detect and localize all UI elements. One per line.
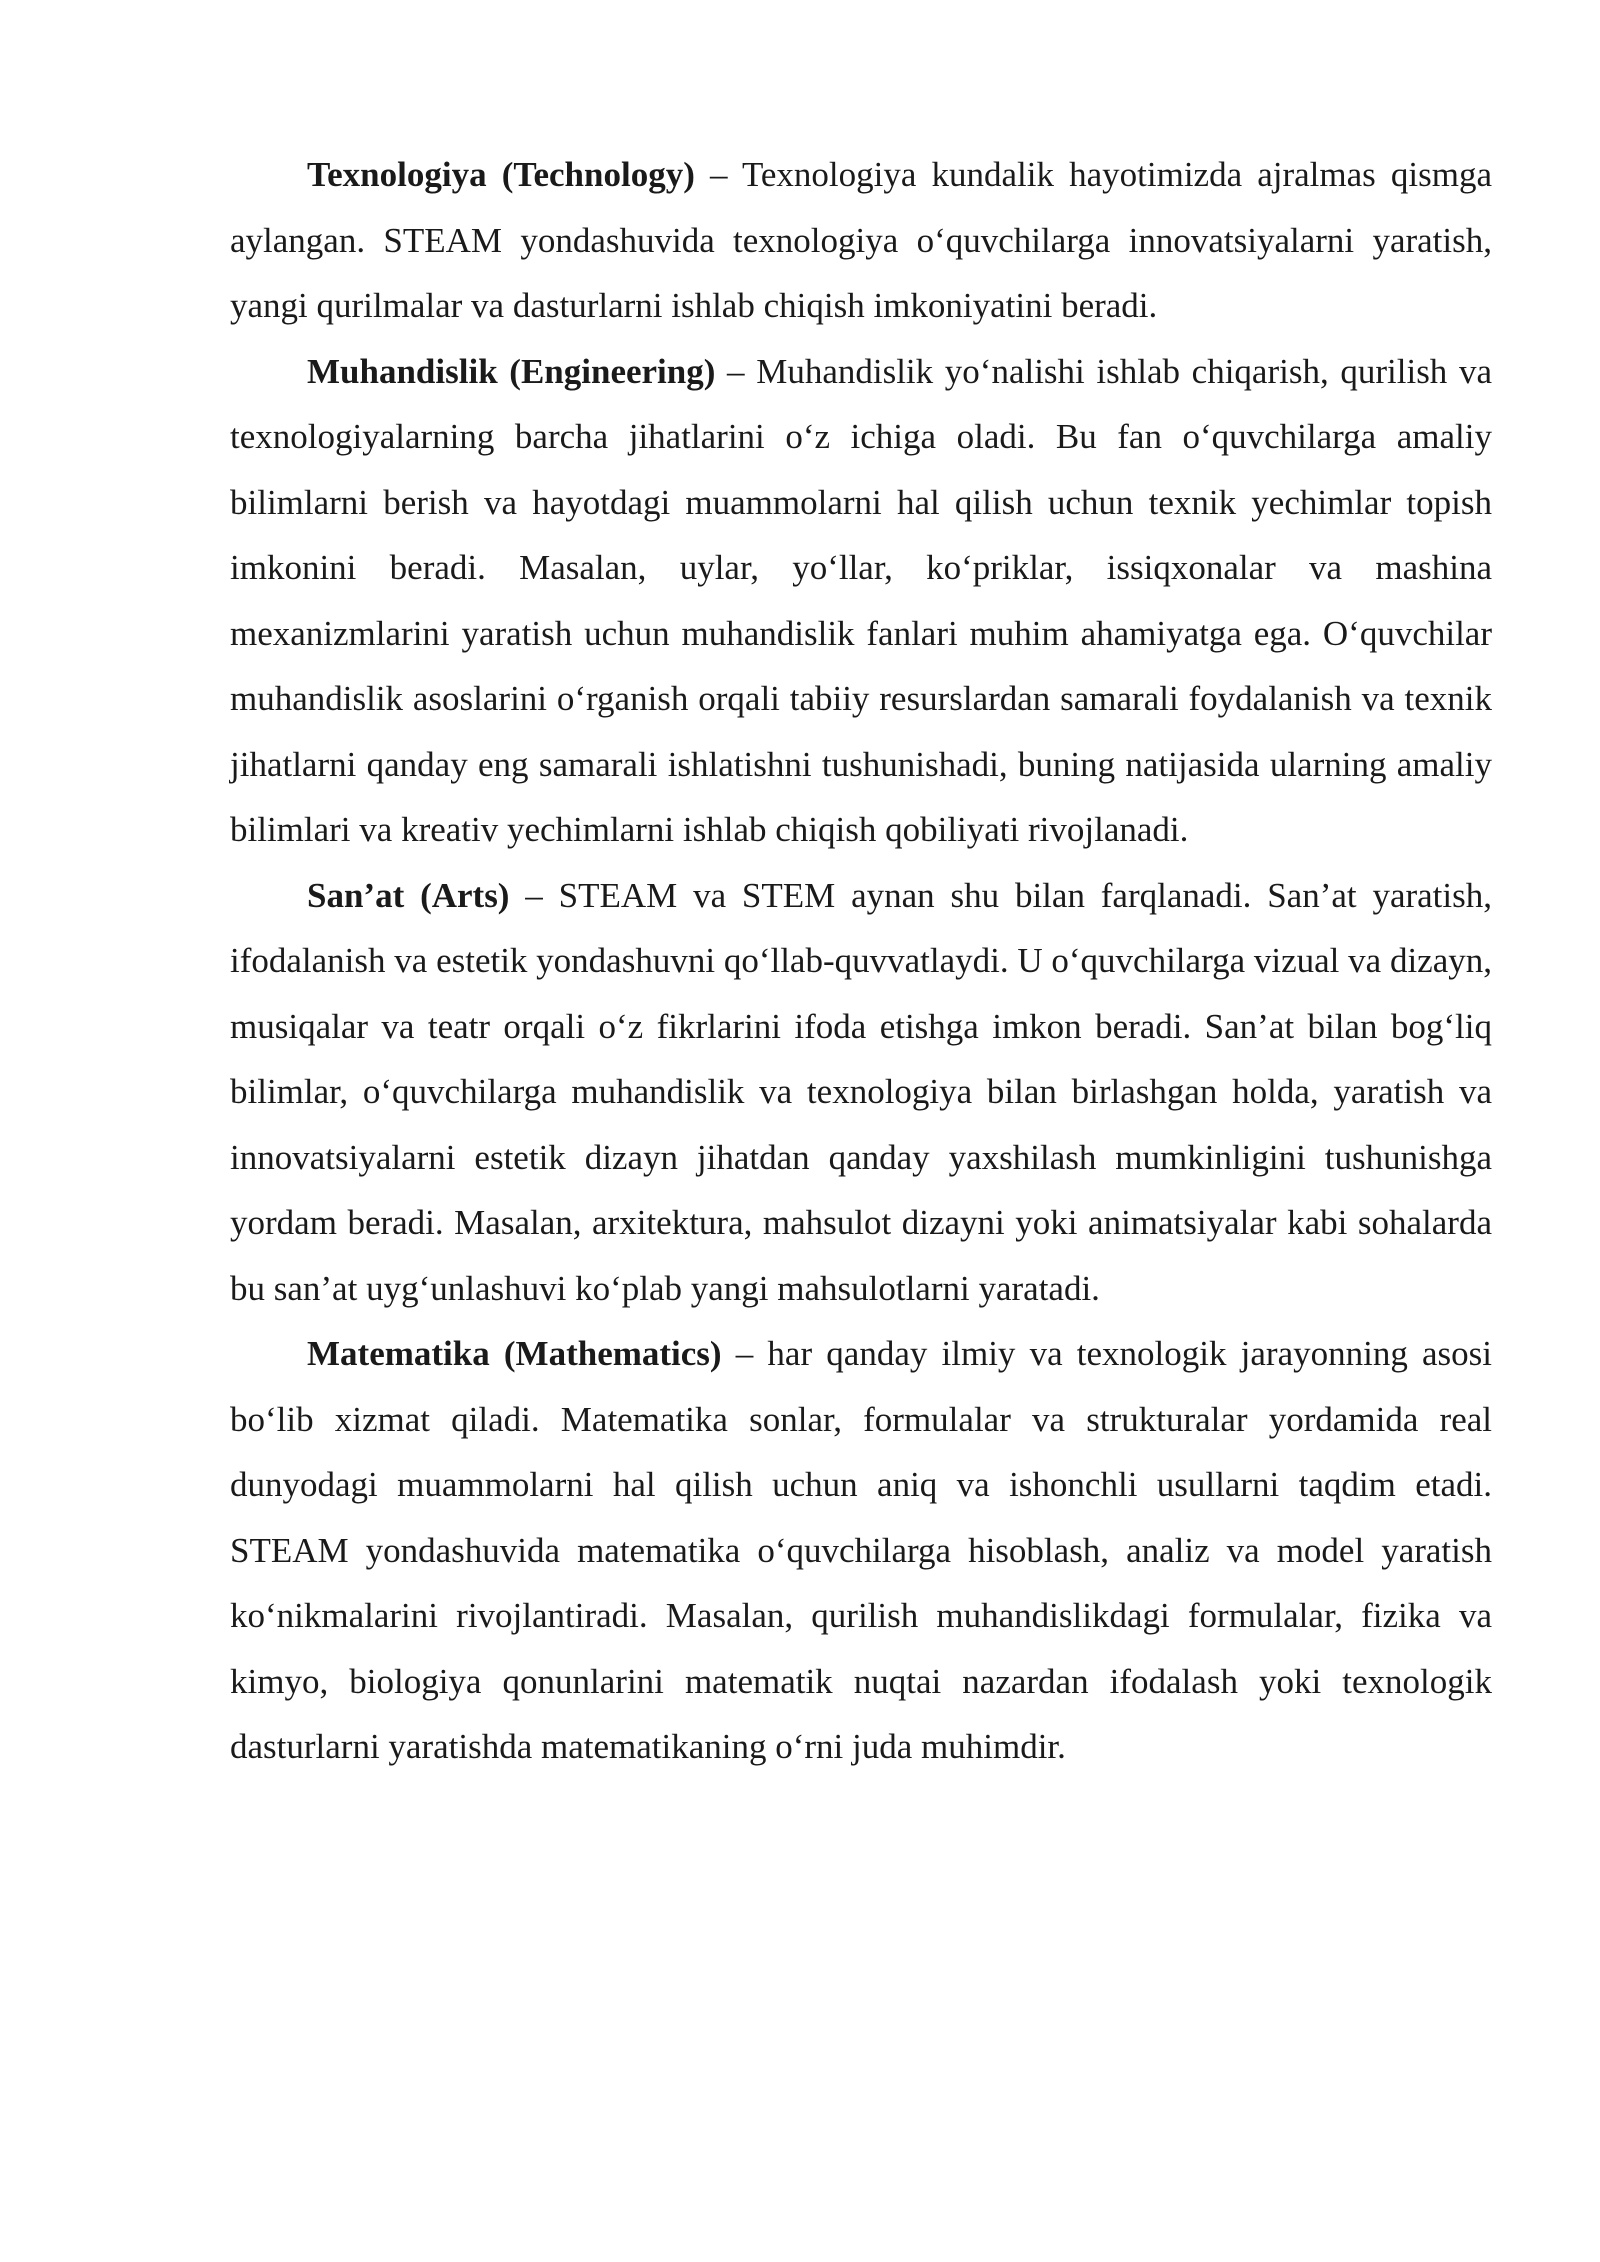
paragraph-mathematics <box>230 1321 1492 1780</box>
term-arts: San’at (Arts) <box>307 875 510 915</box>
paragraph-technology-text: – Texnologiya kundalik hayotimizda ajralmas qismga aylangan. STEAM yondashuvida texnologiya o‘quvchilarga innovatsiyalarni yaratish, yangi qurilmalar va dasturlarni ishlab chiqish imkoniyatini beradi. <box>230 155 1492 325</box>
paragraph-mathematics-text: – har qanday ilmiy va texnologik jarayonning asosi bo‘lib xizmat qiladi. Matematika sonlar, formulalar va strukturalar yordamida real dunyodagi muammolarni hal qilish uchun aniq va ishonchli usullarni taqdim etadi. STEAM yondashuvida matematika o‘quvchilarga hisoblash, analiz va model yaratish ko‘nikmalarini rivojlantiradi. Masalan, qurilish muhandislikdagi formulalar, fizika va kimyo, biologiya qonunlarini matematik nuqtai nazardan ifodalash yoki texnologik dasturlarni yaratishda matematikaning o‘rni juda muhimdir. <box>230 1334 1492 1766</box>
paragraph-arts-text: – STEAM va STEM aynan shu bilan farqlanadi. San’at yaratish, ifodalanish va estetik yondashuvni qo‘llab-quvvatlaydi. U o‘quvchilarga vizual va dizayn, musiqalar va teatr orqali o‘z fikrlarini ifoda etishga imkon beradi. San’at bilan bog‘liq bilimlar, o‘quvchilarga muhandislik va texnologiya bilan birlashgan holda, yaratish va innovatsiyalarni estetik dizayn jihatdan qanday yaxshilash mumkinligini tushunishga yordam beradi. Masalan, arxitektura, mahsulot dizayni yoki animatsiyalar kabi sohalarda bu san’at uyg‘unlashuvi ko‘plab yangi mahsulotlarni yaratadi. <box>230 875 1492 1308</box>
paragraph-engineering-text: – Muhandislik yo‘nalishi ishlab chiqarish, qurilish va texnologiyalarning barcha jihatlarini o‘z ichiga oladi. Bu fan o‘quvchilarga amaliy bilimlarni berish va hayotdagi muammolarni hal qilish uchun texnik yechimlar topish imkonini beradi. Masalan, uylar, yo‘llar, ko‘priklar, issiqxonalar va mashina mexanizmlarini yaratish uchun muhandislik fanlari muhim ahamiyatga ega. O‘quvchilar muhandislik asoslarini o‘rganish orqali tabiiy resurslardan samarali foydalanish va texnik jihatlarni qanday eng samarali ishlatishni tushunishadi, buning natijasida ularning amaliy bilimlari va kreativ yechimlarni ishlab chiqish qobiliyati rivojlanadi. <box>230 351 1492 849</box>
paragraph-engineering <box>230 339 1492 863</box>
paragraph-technology <box>230 142 1492 339</box>
term-mathematics: Matematika (Mathematics) <box>307 1334 722 1373</box>
paragraph-arts <box>230 863 1492 1322</box>
term-engineering: Muhandislik (Engineering) <box>307 351 716 391</box>
term-technology: Texnologiya (Technology) <box>307 155 695 194</box>
body-text <box>230 142 1492 1780</box>
